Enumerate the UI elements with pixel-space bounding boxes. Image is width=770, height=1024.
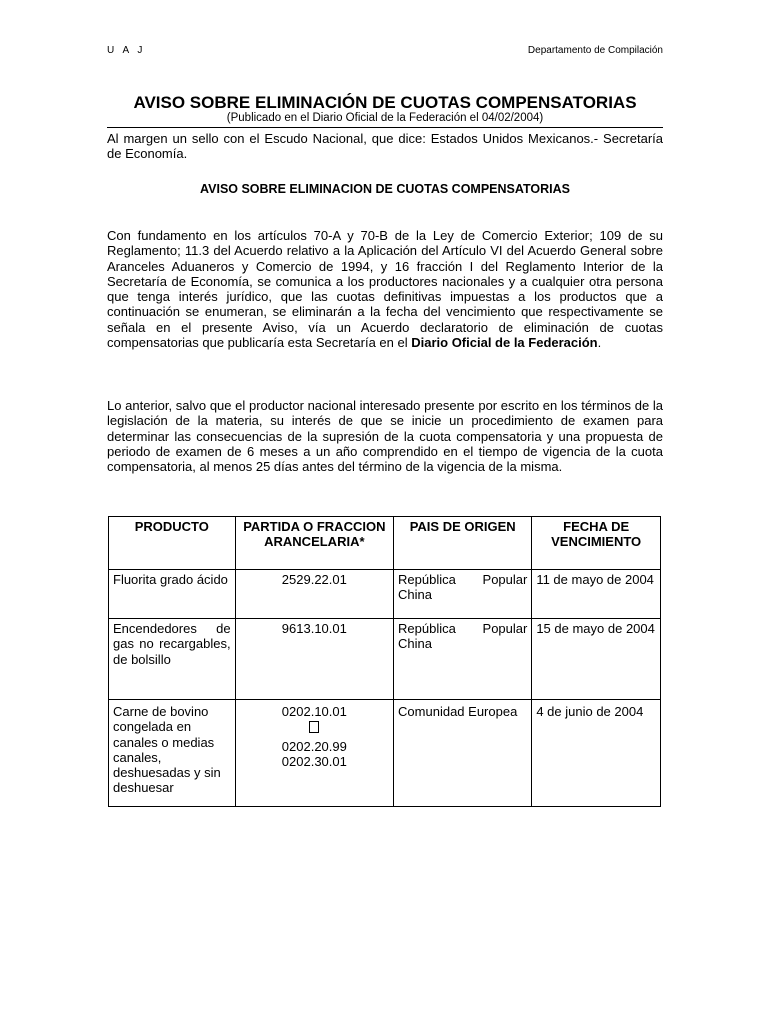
fraccion-code: 9613.10.01: [281, 621, 347, 636]
document-title: AVISO SOBRE ELIMINACIÓN DE CUOTAS COMPENSATORIAS: [133, 93, 637, 112]
cuotas-table: [108, 516, 661, 807]
cell-fecha: 15 de mayo de 2004: [532, 619, 661, 700]
fraccion-code: 0202.20.99: [281, 738, 347, 754]
cell-producto: Carne de bovino congelada en canales o medias canales, deshuesadas y sin deshuesar: [109, 700, 236, 807]
paragraph-anterior: Lo anterior, salvo que el productor nacional interesado presente por escrito en los términos de la legislación de la materia, su interés de que se inicie un procedimiento de examen para determinar las consecuencias de la supresión de la cuota compensatoria y una propuesta de periodo de examen de 6 meses a un año comprendido en el tiempo de vigencia de la cuota compensatoria, al menos 25 días antes del término de la vigencia de la misma.: [107, 398, 663, 475]
cell-fraccion: [235, 619, 393, 700]
paragraph-fundamento: [107, 228, 663, 350]
header-left: U A J: [107, 45, 146, 56]
diario-oficial-bold: Diario Oficial de la Federación: [411, 335, 598, 351]
header-right: Departamento de Compilación: [527, 45, 663, 56]
cell-producto: Fluorita grado ácido: [109, 570, 236, 619]
missing-glyph-icon: [309, 721, 319, 733]
cell-fecha: 4 de junio de 2004: [532, 700, 661, 807]
table-row: [109, 570, 661, 619]
fraccion-code: 0202.30.01: [281, 753, 347, 769]
table-header-row: [109, 517, 661, 570]
section-heading: AVISO SOBRE ELIMINACION DE CUOTAS COMPENSATORIAS: [200, 182, 570, 196]
header-producto: PRODUCTO: [109, 517, 236, 570]
header-fraccion: PARTIDA O FRACCION ARANCELARIA*: [235, 517, 393, 570]
cell-fecha: 11 de mayo de 2004: [532, 570, 661, 619]
header-fecha: FECHA DE VENCIMIENTO: [532, 517, 661, 570]
cell-fraccion: [235, 570, 393, 619]
margin-note: Al margen un sello con el Escudo Nacional, que dice: Estados Unidos Mexicanos.- Secretaría de Economía.: [107, 131, 663, 162]
cell-origen: República Popular China: [394, 570, 532, 619]
paragraph-fundamento-end: .: [597, 335, 602, 351]
title-rule: [107, 127, 663, 128]
table-row: [109, 700, 661, 807]
cell-origen: República Popular China: [394, 619, 532, 700]
cell-fraccion: [235, 700, 393, 807]
fraccion-code: 2529.22.01: [281, 572, 347, 587]
publication-note: (Publicado en el Diario Oficial de la Federación el 04/02/2004): [226, 112, 544, 124]
table-row: [109, 619, 661, 700]
header-pais: PAIS DE ORIGEN: [394, 517, 532, 570]
cell-producto: Encendedores de gas no recargables, de bolsillo: [109, 619, 236, 700]
fraccion-code: 0202.10.01: [281, 704, 347, 719]
paragraph-fundamento-text: Con fundamento en los artículos 70-A y 70-B de la Ley de Comercio Exterior; 109 de su Reglamento; 11.3 del Acuerdo relativo a la Aplicación del Artículo VI del Acuerdo General sobre Aranceles Aduaneros y Comercio de 1994, y 16 fracción I del Reglamento Interior de la Secretaría de Economía, se comunica a los productores nacionales y a cualquier otra persona que tenga interés jurídico, que las cuotas definitivas impuestas a los productos que a continuación se enumeran, se eliminarán a la fecha del vencimiento que respectivamente se señala en el presente Aviso, vía un Acuerdo declaratorio de eliminación de cuotas compensatorias que publicaría esta Secretaría en el: [107, 228, 663, 351]
cell-origen: Comunidad Europea: [394, 700, 532, 807]
